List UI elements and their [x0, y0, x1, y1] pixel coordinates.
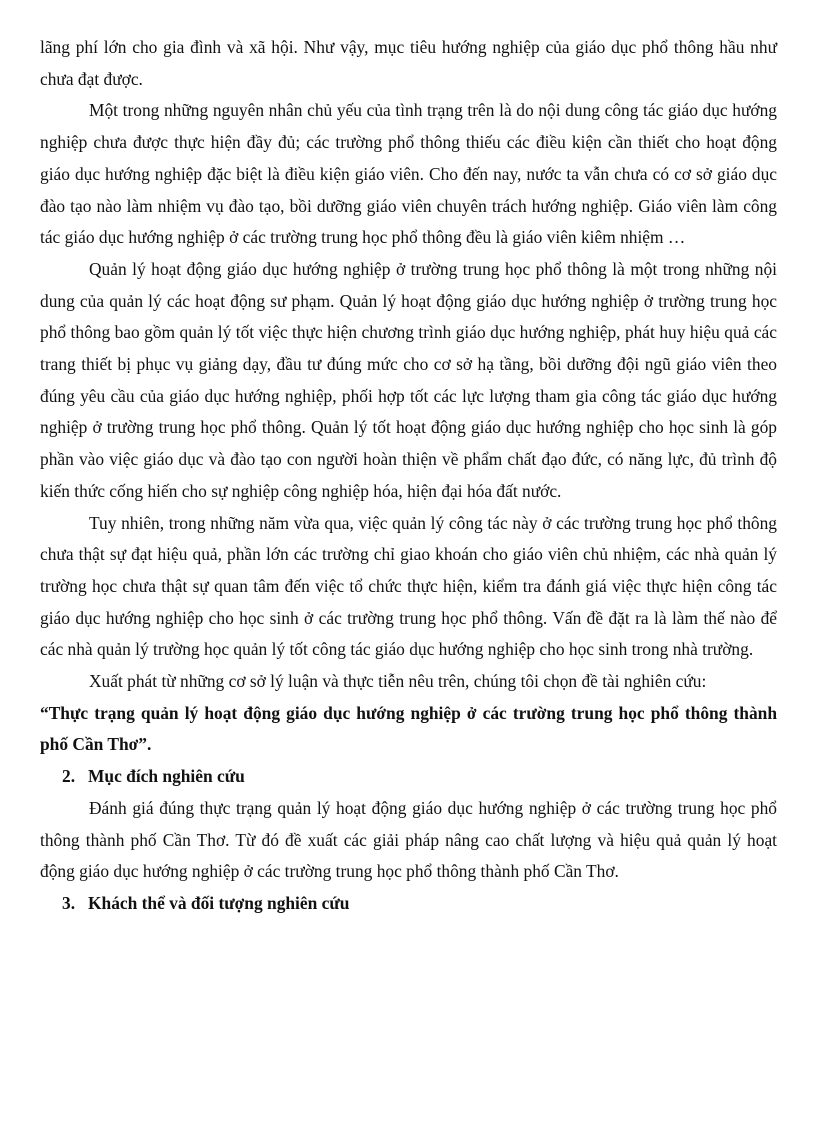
paragraph-management: Quản lý hoạt động giáo dục hướng nghiệp ở trường trung học phổ thông là một trong những nội dung của quản lý các hoạt động sư phạm. Quản lý hoạt động giáo dục hướng nghiệp ở trường trung học phổ thông bao gồm quản lý tốt việc thực hiện chương trình giáo dục hướng nghiệp, phát huy hiệu quả các trang thiết bị phục vụ giảng dạy, đầu tư đúng mức cho cơ sở hạ tầng, bồi dưỡng đội ngũ giáo viên theo đúng yêu cầu của giáo dục hướng nghiệp, phối hợp tốt các lực lượng tham gia công tác giáo dục hướng nghiệp ở trường trung học phổ thông. Quản lý tốt hoạt động giáo dục hướng nghiệp cho học sinh là góp phần vào việc giáo dục và đào tạo con người hoàn thiện về phẩm chất đạo đức, có năng lực, đủ trình độ kiến thức cống hiến cho sự nghiệp công nghiệp hóa, hiện đại hóa đất nước.: [40, 258, 777, 501]
document-page: [40, 32, 777, 920]
section-heading-purpose: [40, 761, 777, 793]
paragraph-continuation: lãng phí lớn cho gia đình và xã hội. Như vậy, mục tiêu hướng nghiệp của giáo dục phổ thông hầu như chưa đạt được.: [40, 37, 777, 89]
section-number: 3.: [62, 892, 76, 913]
research-topic-title: “Thực trạng quản lý hoạt động giáo dục hướng nghiệp ở các trường trung học phổ thông thành phố Cần Thơ”.: [40, 702, 777, 755]
section-number: 2.: [62, 766, 76, 787]
section-heading-subjects: [40, 888, 777, 920]
paragraph-purpose: Đánh giá đúng thực trạng quản lý hoạt động giáo dục hướng nghiệp ở các trường trung học phổ thông thành phố Cần Thơ. Từ đó đề xuất các giải pháp nâng cao chất lượng và hiệu quả quản lý hoạt động giáo dục hướng nghiệp ở các trường trung học phổ thông thành phố Cần Thơ.: [40, 797, 777, 882]
section-title: Mục đích nghiên cứu: [88, 766, 245, 787]
paragraph-however: Tuy nhiên, trong những năm vừa qua, việc quản lý công tác này ở các trường trung học phổ thông chưa thật sự đạt hiệu quả, phần lớn các trường chỉ giao khoán cho giáo viên chủ nhiệm, các nhà quản lý trường học chưa thật sự quan tâm đến việc tổ chức thực hiện, kiểm tra đánh giá việc thực hiện công tác giáo dục hướng nghiệp cho học sinh ở các trường trung học phổ thông. Vấn đề đặt ra là làm thế nào để các nhà quản lý trường học quản lý tốt công tác giáo dục hướng nghiệp cho học sinh trong nhà trường.: [40, 512, 777, 660]
paragraph-topic-choice: Xuất phát từ những cơ sở lý luận và thực tiễn nêu trên, chúng tôi chọn đề tài nghiên cứu:: [89, 671, 707, 692]
section-title: Khách thể và đối tượng nghiên cứu: [88, 892, 350, 913]
paragraph-causes: Một trong những nguyên nhân chủ yếu của tình trạng trên là do nội dung công tác giáo dục hướng nghiệp chưa được thực hiện đầy đủ; các trường phổ thông thiếu các điều kiện cần thiết cho hoạt động giáo dục hướng nghiệp đặc biệt là điều kiện giáo viên. Cho đến nay, nước ta vẫn chưa có cơ sở giáo dục đào tạo nào làm nhiệm vụ đào tạo, bồi dưỡng giáo viên chuyên trách hướng nghiệp. Giáo viên làm công tác giáo dục hướng nghiệp ở các trường trung học phổ thông đều là giáo viên kiêm nhiệm …: [40, 100, 777, 248]
